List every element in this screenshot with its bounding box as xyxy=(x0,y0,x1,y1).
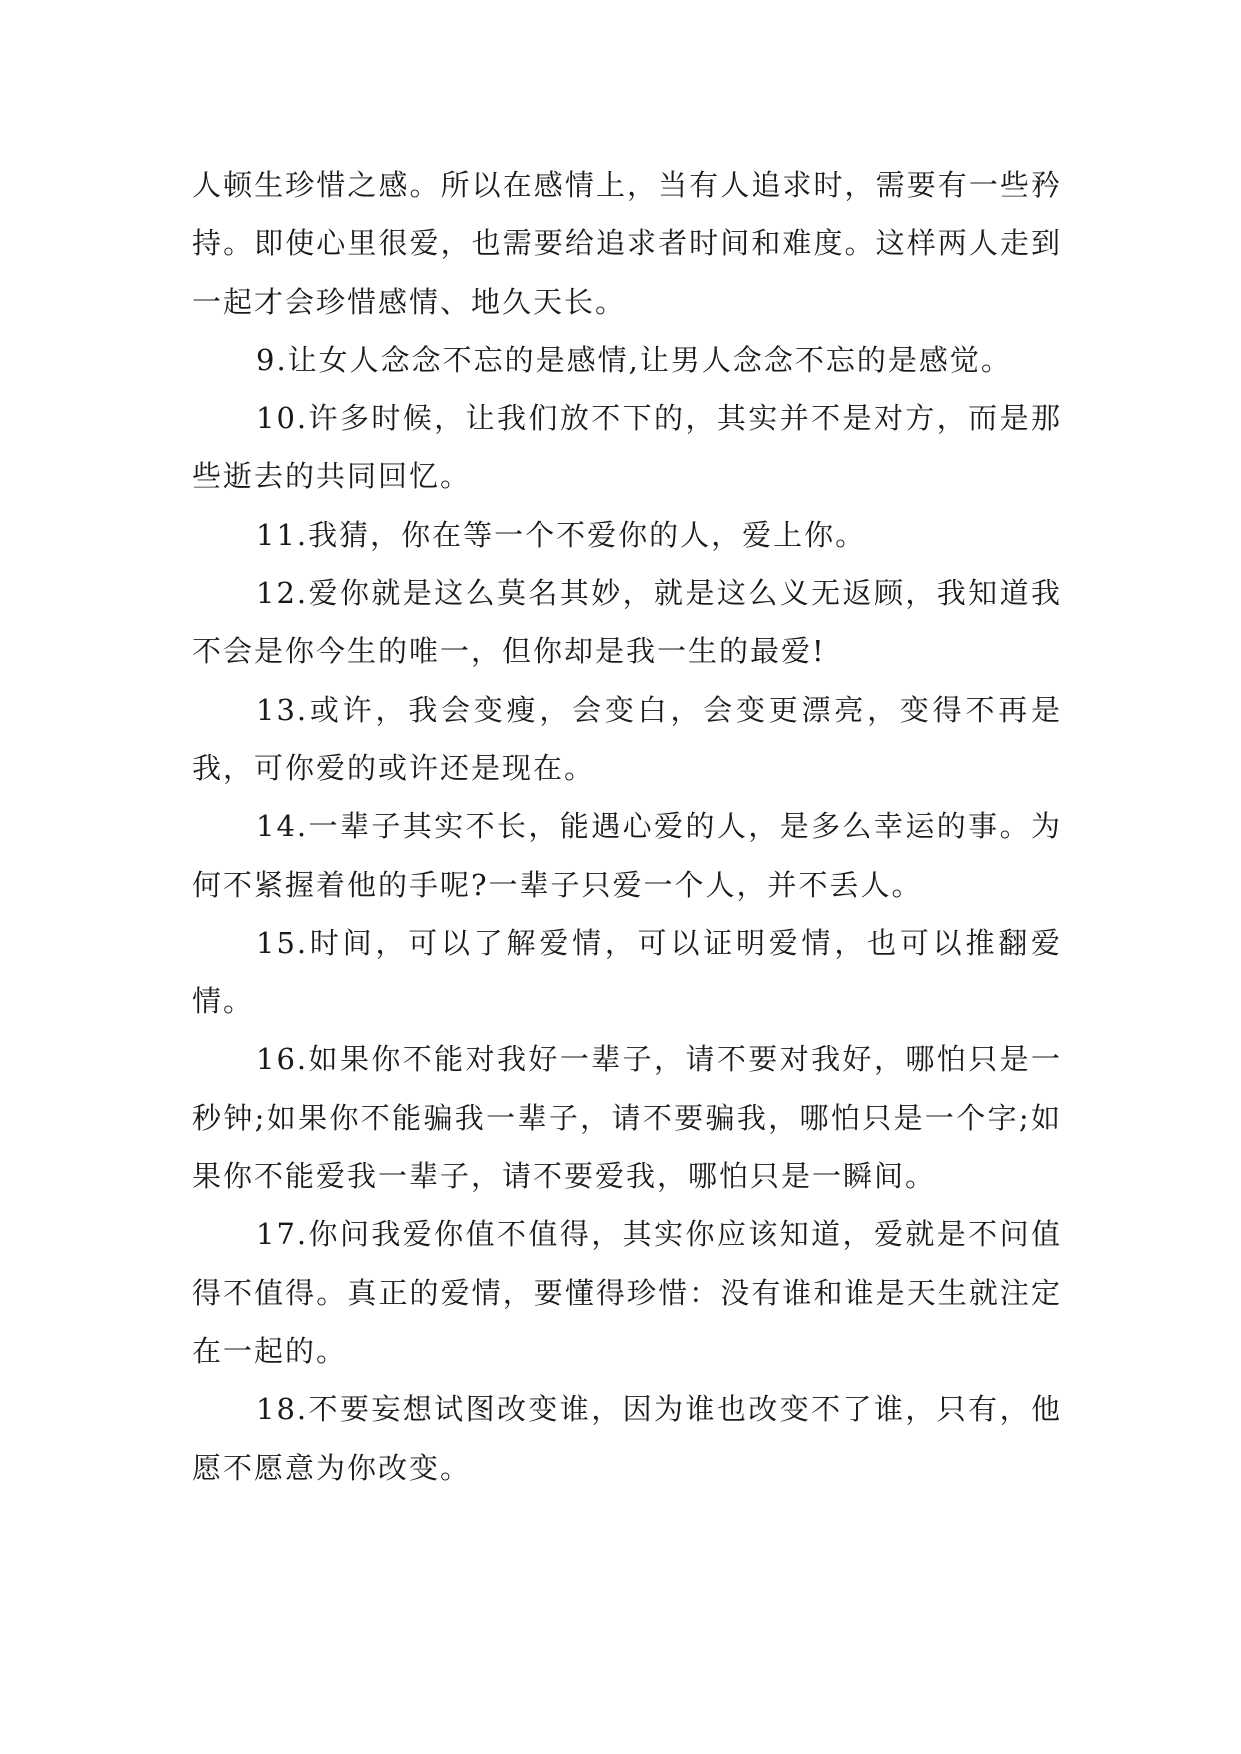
paragraph-item-15: 15.时间，可以了解爱情，可以证明爱情，也可以推翻爱情。 xyxy=(192,925,1062,1019)
paragraph-item-11: 11.我猜，你在等一个不爱你的人，爱上你。 xyxy=(256,517,867,552)
paragraph-continued: 人顿生珍惜之感。所以在感情上，当有人追求时，需要有一些矜持。即使心里很爱，也需要给追求者时间和难度。这样两人走到一起才会珍惜感情、地久天长。 xyxy=(192,168,1062,319)
paragraph-item-18: 18.不要妄想试图改变谁，因为谁也改变不了谁，只有，他愿不愿意为你改变。 xyxy=(192,1392,1062,1485)
paragraph-item-17: 17.你问我爱你值不值得，其实你应该知道，爱就是不问值得不值得。真正的爱情，要懂得珍惜：没有谁和谁是天生就注定在一起的。 xyxy=(192,1217,1062,1368)
paragraph-item-13: 13.或许，我会变瘦，会变白，会变更漂亮，变得不再是我，可你爱的或许还是现在。 xyxy=(192,692,1062,785)
paragraph-item-10: 10.许多时候，让我们放不下的，其实并不是对方，而是那些逝去的共同回忆。 xyxy=(192,401,1062,494)
document-body xyxy=(192,156,1062,1497)
paragraph-item-16: 16.如果你不能对我好一辈子，请不要对我好，哪怕只是一秒钟;如果你不能骗我一辈子，请不要骗我，哪怕只是一个字;如果你不能爱我一辈子，请不要爱我，哪怕只是一瞬间。 xyxy=(192,1042,1062,1194)
paragraph-item-14: 14.一辈子其实不长，能遇心爱的人，是多么幸运的事。为何不紧握着他的手呢?一辈子只爱一个人，并不丢人。 xyxy=(192,809,1062,902)
paragraph-item-9: 9.让女人念念不忘的是感情,让男人念念不忘的是感觉。 xyxy=(256,342,1012,377)
paragraph-item-12: 12.爱你就是这么莫名其妙，就是这么义无返顾，我知道我不会是你今生的唯一，但你却是我一生的最爱! xyxy=(192,576,1062,669)
